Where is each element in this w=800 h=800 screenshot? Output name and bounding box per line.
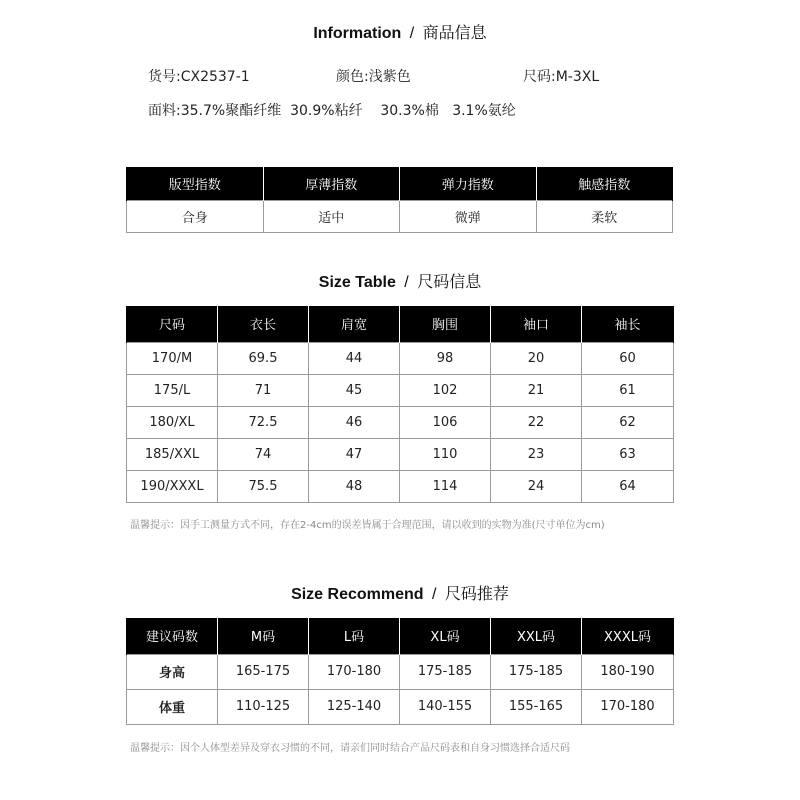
- index-value-touch: 柔软: [536, 200, 673, 232]
- table-cell: 64: [582, 470, 674, 502]
- size-table-note: 温馨提示：因手工测量方式不同，存在2-4cm的误差皆属于合理范围，请以收到的实物为准(尺寸单位为cm): [130, 520, 605, 531]
- table-cell: 63: [582, 438, 674, 470]
- table-cell: 48: [309, 470, 400, 502]
- size-table-header-row: [127, 306, 674, 342]
- table-row: [127, 470, 674, 502]
- size-header-cuff: 袖口: [491, 306, 582, 342]
- table-row: [127, 654, 674, 689]
- table-cell: 47: [309, 438, 400, 470]
- table-cell: 45: [309, 374, 400, 406]
- table-cell: 190/XXXL: [127, 470, 218, 502]
- table-cell: 69.5: [218, 342, 309, 374]
- heading-separator: /: [409, 25, 415, 42]
- table-cell: 110: [400, 438, 491, 470]
- color-info: 颜色:浅紫色: [336, 69, 411, 85]
- item-number: 货号:CX2537-1: [148, 69, 250, 85]
- index-value-elasticity: 微弹: [400, 200, 537, 232]
- recommend-header-suggested: 建议码数: [127, 618, 218, 654]
- size-table: [126, 306, 674, 503]
- fabric-info: 面料:35.7%聚酯纤维 30.9%粘纤 30.3%棉 3.1%氨纶: [148, 103, 516, 119]
- size-range-info: 尺码:M-3XL: [523, 69, 600, 85]
- table-cell: 185/XXL: [127, 438, 218, 470]
- index-value-fit: 合身: [127, 200, 264, 232]
- size-recommend-heading-cn: 尺码推荐: [444, 586, 509, 603]
- index-header-fit: 版型指数: [127, 167, 264, 200]
- table-cell: 46: [309, 406, 400, 438]
- information-heading-cn: 商品信息: [422, 25, 487, 42]
- size-table-heading-en: Size Table: [318, 274, 396, 291]
- index-header-touch: 触感指数: [536, 167, 673, 200]
- size-header-sleeve: 袖长: [582, 306, 674, 342]
- recommend-header-l: L码: [309, 618, 400, 654]
- table-cell: 22: [491, 406, 582, 438]
- heading-separator: /: [404, 274, 409, 291]
- index-header-elasticity: 弹力指数: [400, 167, 537, 200]
- size-header-length: 衣长: [218, 306, 309, 342]
- table-row: [127, 342, 674, 374]
- table-cell: 175-185: [491, 654, 582, 689]
- table-cell: 102: [400, 374, 491, 406]
- table-cell: 155-165: [491, 689, 582, 724]
- table-cell: 170/M: [127, 342, 218, 374]
- recommend-header-m: M码: [218, 618, 309, 654]
- table-row: [127, 406, 674, 438]
- table-cell: 125-140: [309, 689, 400, 724]
- table-cell: 21: [491, 374, 582, 406]
- index-table-header-row: [127, 167, 673, 200]
- size-header-shoulder: 肩宽: [309, 306, 400, 342]
- table-cell: 62: [582, 406, 674, 438]
- table-cell: 175-185: [400, 654, 491, 689]
- table-cell: 110-125: [218, 689, 309, 724]
- size-recommend-note: 温馨提示：因个人体型差异及穿衣习惯的不同，请亲们同时结合产品尺码表和自身习惯选择合适尺码: [130, 743, 570, 754]
- information-heading: [0, 20, 800, 43]
- table-cell: 180-190: [582, 654, 674, 689]
- table-cell: 165-175: [218, 654, 309, 689]
- index-value-thickness: 适中: [263, 200, 400, 232]
- recommend-header-xxxl: XXXL码: [582, 618, 674, 654]
- table-cell: 170-180: [309, 654, 400, 689]
- table-cell: 60: [582, 342, 674, 374]
- table-row: [127, 689, 674, 724]
- table-cell: 114: [400, 470, 491, 502]
- size-table-heading: [0, 269, 800, 292]
- index-table: [126, 167, 673, 233]
- size-recommend-heading-en: Size Recommend: [291, 586, 424, 603]
- heading-separator: /: [432, 586, 437, 603]
- table-row: [127, 438, 674, 470]
- table-cell: 106: [400, 406, 491, 438]
- information-heading-en: Information: [313, 25, 402, 42]
- size-recommend-table: [126, 618, 674, 725]
- table-cell: 71: [218, 374, 309, 406]
- table-cell: 140-155: [400, 689, 491, 724]
- table-cell: 180/XL: [127, 406, 218, 438]
- table-cell: 170-180: [582, 689, 674, 724]
- row-label-height: 身高: [127, 654, 218, 689]
- table-cell: 24: [491, 470, 582, 502]
- table-cell: 74: [218, 438, 309, 470]
- row-label-weight: 体重: [127, 689, 218, 724]
- table-cell: 20: [491, 342, 582, 374]
- recommend-table-header-row: [127, 618, 674, 654]
- index-table-value-row: [127, 200, 673, 232]
- size-recommend-heading: [0, 581, 800, 604]
- table-cell: 72.5: [218, 406, 309, 438]
- table-cell: 44: [309, 342, 400, 374]
- size-header-size: 尺码: [127, 306, 218, 342]
- table-cell: 61: [582, 374, 674, 406]
- table-row: [127, 374, 674, 406]
- size-table-heading-cn: 尺码信息: [417, 274, 482, 291]
- table-cell: 175/L: [127, 374, 218, 406]
- table-cell: 98: [400, 342, 491, 374]
- size-header-chest: 胸围: [400, 306, 491, 342]
- recommend-header-xxl: XXL码: [491, 618, 582, 654]
- table-cell: 23: [491, 438, 582, 470]
- table-cell: 75.5: [218, 470, 309, 502]
- index-header-thickness: 厚薄指数: [263, 167, 400, 200]
- recommend-header-xl: XL码: [400, 618, 491, 654]
